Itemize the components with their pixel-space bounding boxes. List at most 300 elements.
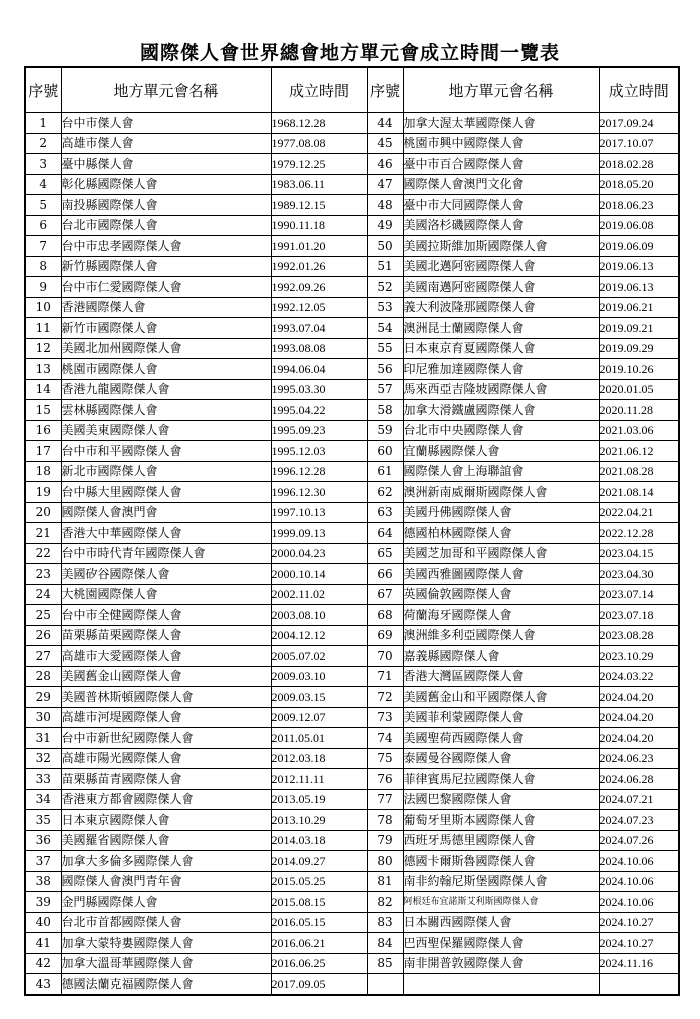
table-row [25,728,679,749]
founding-date: 2024.04.20 [599,707,679,728]
club-name: 菲律賓馬尼拉國際傑人會 [403,769,599,790]
club-name: 法國巴黎國際傑人會 [403,789,599,810]
founding-date: 2018.06.23 [599,195,679,216]
founding-date: 2003.08.10 [271,605,367,626]
row-number: 67 [367,584,403,605]
row-number: 3 [25,154,61,175]
row-number: 59 [367,420,403,441]
row-number: 13 [25,359,61,380]
founding-date: 2023.04.30 [599,564,679,585]
club-name: 美國北加州國際傑人會 [61,338,271,359]
founding-date: 2024.10.06 [599,871,679,892]
club-name: 美國聖荷西國際傑人會 [403,728,599,749]
club-name: 苗栗縣苗青國際傑人會 [61,769,271,790]
row-number: 81 [367,871,403,892]
row-number: 49 [367,215,403,236]
founding-date: 1996.12.28 [271,461,367,482]
founding-date: 2000.10.14 [271,564,367,585]
founding-date: 2012.11.11 [271,769,367,790]
table-row [25,789,679,810]
table-row [25,584,679,605]
row-number: 34 [25,789,61,810]
founding-date: 2019.06.13 [599,256,679,277]
founding-date: 2018.02.28 [599,154,679,175]
club-name: 日本關西國際傑人會 [403,912,599,933]
founding-date: 2021.08.14 [599,482,679,503]
club-name: 荷蘭海牙國際傑人會 [403,605,599,626]
empty-cell [367,974,403,995]
founding-date: 1993.07.04 [271,318,367,339]
row-number: 12 [25,338,61,359]
club-name: 香港九龍國際傑人會 [61,379,271,400]
founding-date: 2015.05.25 [271,871,367,892]
row-number: 10 [25,297,61,318]
club-name: 美國芝加哥和平國際傑人會 [403,543,599,564]
table-row [25,338,679,359]
founding-date: 2024.10.27 [599,912,679,933]
founding-date: 2023.08.28 [599,625,679,646]
club-name: 馬來西亞吉隆坡國際傑人會 [403,379,599,400]
founding-date: 2016.06.25 [271,953,367,974]
founding-date: 1994.06.04 [271,359,367,380]
row-number: 85 [367,953,403,974]
founding-date: 2019.09.29 [599,338,679,359]
club-name: 南非約翰尼斯堡國際傑人會 [403,871,599,892]
row-number: 84 [367,933,403,954]
table-row [25,625,679,646]
table-row [25,359,679,380]
founding-date: 2024.04.20 [599,687,679,708]
club-name: 台中市仁愛國際傑人會 [61,277,271,298]
club-name: 高雄市大愛國際傑人會 [61,646,271,667]
table-row [25,830,679,851]
founding-date: 2018.05.20 [599,174,679,195]
club-name: 美國菲利蒙國際傑人會 [403,707,599,728]
club-name: 台中市忠孝國際傑人會 [61,236,271,257]
club-name: 美國普林斯頓國際傑人會 [61,687,271,708]
founding-date: 2017.10.07 [599,133,679,154]
club-name: 西班牙馬德里國際傑人會 [403,830,599,851]
table-row [25,461,679,482]
founding-date: 2024.11.16 [599,953,679,974]
row-number: 27 [25,646,61,667]
table-row [25,851,679,872]
table-row [25,400,679,421]
club-name: 台中縣大里國際傑人會 [61,482,271,503]
row-number: 2 [25,133,61,154]
row-number: 29 [25,687,61,708]
row-number: 48 [367,195,403,216]
club-name: 澳洲維多利亞國際傑人會 [403,625,599,646]
club-name: 台中市傑人會 [61,113,271,134]
founding-date: 2015.08.15 [271,892,367,913]
table-row [25,543,679,564]
row-number: 75 [367,748,403,769]
club-name: 美國舊金山國際傑人會 [61,666,271,687]
table-row [25,441,679,462]
club-name: 桃園市興中國際傑人會 [403,133,599,154]
founding-date: 1995.09.23 [271,420,367,441]
table-row [25,687,679,708]
row-number: 32 [25,748,61,769]
founding-date: 2019.10.26 [599,359,679,380]
row-number: 28 [25,666,61,687]
table-row [25,154,679,175]
founding-date: 2021.06.12 [599,441,679,462]
row-number: 36 [25,830,61,851]
row-number: 72 [367,687,403,708]
row-number: 63 [367,502,403,523]
club-name: 苗栗縣苗栗國際傑人會 [61,625,271,646]
row-number: 71 [367,666,403,687]
row-number: 42 [25,953,61,974]
club-name: 泰國曼谷國際傑人會 [403,748,599,769]
table-row [25,810,679,831]
row-number: 24 [25,584,61,605]
table-row [25,256,679,277]
club-name: 巴西聖保羅國際傑人會 [403,933,599,954]
club-name: 新北市國際傑人會 [61,461,271,482]
row-number: 7 [25,236,61,257]
row-number: 4 [25,174,61,195]
row-number: 70 [367,646,403,667]
founding-date: 2002.11.02 [271,584,367,605]
club-name: 新竹市國際傑人會 [61,318,271,339]
founding-date: 1999.09.13 [271,523,367,544]
club-name: 日本東京育夏國際傑人會 [403,338,599,359]
founding-date: 1993.08.08 [271,338,367,359]
row-number: 74 [367,728,403,749]
page-title: 國際傑人會世界總會地方單元會成立時間一覽表 [139,42,560,64]
row-number: 37 [25,851,61,872]
row-number: 26 [25,625,61,646]
row-number: 9 [25,277,61,298]
row-number: 61 [367,461,403,482]
club-name: 大桃園國際傑人會 [61,584,271,605]
founding-date: 1979.12.25 [271,154,367,175]
founding-date: 2005.07.02 [271,646,367,667]
founding-date: 2017.09.05 [271,974,367,995]
club-name: 雲林縣國際傑人會 [61,400,271,421]
club-name: 美國舊金山和平國際傑人會 [403,687,599,708]
founding-date: 2016.06.21 [271,933,367,954]
founding-date: 2019.09.21 [599,318,679,339]
table-row [25,933,679,954]
club-name: 美國西雅圖國際傑人會 [403,564,599,585]
table-row [25,482,679,503]
table-row [25,871,679,892]
founding-date: 2020.11.28 [599,400,679,421]
founding-date: 2023.07.18 [599,605,679,626]
club-name: 台中市新世紀國際傑人會 [61,728,271,749]
founding-date: 2009.03.10 [271,666,367,687]
row-number: 31 [25,728,61,749]
header-name: 地方單元會名稱 [403,67,599,113]
club-table [24,66,680,996]
row-number: 44 [367,113,403,134]
row-number: 19 [25,482,61,503]
row-number: 25 [25,605,61,626]
club-name: 國際傑人會澳門會 [61,502,271,523]
founding-date: 2024.10.27 [599,933,679,954]
club-name: 美國美東國際傑人會 [61,420,271,441]
founding-date: 1989.12.15 [271,195,367,216]
club-name: 高雄市河堤國際傑人會 [61,707,271,728]
club-name: 日本東京國際傑人會 [61,810,271,831]
row-number: 38 [25,871,61,892]
founding-date: 2024.06.23 [599,748,679,769]
row-number: 18 [25,461,61,482]
club-name: 南投縣國際傑人會 [61,195,271,216]
row-number: 69 [367,625,403,646]
club-name: 加拿大滑鐵盧國際傑人會 [403,400,599,421]
founding-date: 1997.10.13 [271,502,367,523]
row-number: 62 [367,482,403,503]
founding-date: 2019.06.09 [599,236,679,257]
club-name: 美國丹佛國際傑人會 [403,502,599,523]
club-name: 澳洲昆士蘭國際傑人會 [403,318,599,339]
founding-date: 2012.03.18 [271,748,367,769]
club-name: 香港東方都會國際傑人會 [61,789,271,810]
header-name: 地方單元會名稱 [61,67,271,113]
founding-date: 2021.03.06 [599,420,679,441]
founding-date: 2019.06.08 [599,215,679,236]
row-number: 56 [367,359,403,380]
founding-date: 2014.03.18 [271,830,367,851]
club-name: 台中市全健國際傑人會 [61,605,271,626]
row-number: 78 [367,810,403,831]
founding-date: 2024.07.26 [599,830,679,851]
club-name: 彰化縣國際傑人會 [61,174,271,195]
table-row [25,215,679,236]
club-name: 英國倫敦國際傑人會 [403,584,599,605]
club-name: 國際傑人會上海聯誼會 [403,461,599,482]
founding-date: 2014.09.27 [271,851,367,872]
founding-date: 1995.12.03 [271,441,367,462]
table-row [25,133,679,154]
founding-date: 1990.11.18 [271,215,367,236]
club-name: 南非開普敦國際傑人會 [403,953,599,974]
row-number: 5 [25,195,61,216]
founding-date: 1996.12.30 [271,482,367,503]
row-number: 80 [367,851,403,872]
row-number: 40 [25,912,61,933]
club-name: 義大利波隆那國際傑人會 [403,297,599,318]
row-number: 82 [367,892,403,913]
table-row [25,953,679,974]
club-name: 美國北邁阿密國際傑人會 [403,256,599,277]
header-no: 序號 [367,67,403,113]
row-number: 35 [25,810,61,831]
row-number: 14 [25,379,61,400]
founding-date: 2000.04.23 [271,543,367,564]
club-name: 美國南邁阿密國際傑人會 [403,277,599,298]
founding-date: 2022.04.21 [599,502,679,523]
founding-date: 2020.01.05 [599,379,679,400]
row-number: 21 [25,523,61,544]
club-name: 德國柏林國際傑人會 [403,523,599,544]
table-row [25,912,679,933]
club-name: 台北市中央國際傑人會 [403,420,599,441]
club-name: 台中市和平國際傑人會 [61,441,271,462]
club-name: 金門縣國際傑人會 [61,892,271,913]
club-name: 桃園市國際傑人會 [61,359,271,380]
empty-cell [599,974,679,995]
table-row [25,297,679,318]
club-name: 美國矽谷國際傑人會 [61,564,271,585]
table-row [25,748,679,769]
founding-date: 1995.04.22 [271,400,367,421]
founding-date: 2022.12.28 [599,523,679,544]
table-row [25,113,679,134]
club-name: 國際傑人會澳門文化會 [403,174,599,195]
row-number: 45 [367,133,403,154]
row-number: 22 [25,543,61,564]
founding-date: 2023.07.14 [599,584,679,605]
row-number: 58 [367,400,403,421]
row-number: 46 [367,154,403,175]
club-name: 臺中市大同國際傑人會 [403,195,599,216]
row-number: 55 [367,338,403,359]
row-number: 52 [367,277,403,298]
club-name: 阿根廷布宜諾斯艾利斯國際傑人會 [403,892,599,913]
founding-date: 2023.04.15 [599,543,679,564]
empty-cell [403,974,599,995]
club-name: 加拿大渥太華國際傑人會 [403,113,599,134]
row-number: 79 [367,830,403,851]
table-row [25,564,679,585]
header-date: 成立時間 [271,67,367,113]
club-name: 葡萄牙里斯本國際傑人會 [403,810,599,831]
founding-date: 2013.10.29 [271,810,367,831]
row-number: 54 [367,318,403,339]
club-name: 新竹縣國際傑人會 [61,256,271,277]
row-number: 6 [25,215,61,236]
row-number: 68 [367,605,403,626]
row-number: 41 [25,933,61,954]
row-number: 1 [25,113,61,134]
club-name: 德國法蘭克福國際傑人會 [61,974,271,995]
club-name: 台北市首都國際傑人會 [61,912,271,933]
club-name: 高雄市傑人會 [61,133,271,154]
founding-date: 1991.01.20 [271,236,367,257]
club-name: 高雄市陽光國際傑人會 [61,748,271,769]
table-row [25,502,679,523]
row-number: 20 [25,502,61,523]
founding-date: 2024.03.22 [599,666,679,687]
founding-date: 2024.07.21 [599,789,679,810]
founding-date: 2023.10.29 [599,646,679,667]
row-number: 76 [367,769,403,790]
club-name: 德國卡爾斯魯國際傑人會 [403,851,599,872]
club-name: 加拿大蒙特婁國際傑人會 [61,933,271,954]
founding-date: 2021.08.28 [599,461,679,482]
row-number: 39 [25,892,61,913]
table-row [25,666,679,687]
club-name: 加拿大溫哥華國際傑人會 [61,953,271,974]
row-number: 8 [25,256,61,277]
club-name: 香港大中華國際傑人會 [61,523,271,544]
founding-date: 1992.01.26 [271,256,367,277]
founding-date: 2009.03.15 [271,687,367,708]
founding-date: 2024.04.20 [599,728,679,749]
founding-date: 2017.09.24 [599,113,679,134]
table-row [25,379,679,400]
row-number: 50 [367,236,403,257]
founding-date: 1968.12.28 [271,113,367,134]
founding-date: 2016.05.15 [271,912,367,933]
row-number: 15 [25,400,61,421]
club-name: 加拿大多倫多國際傑人會 [61,851,271,872]
row-number: 65 [367,543,403,564]
table-row [25,892,679,913]
row-number: 51 [367,256,403,277]
table-row [25,318,679,339]
founding-date: 2024.06.28 [599,769,679,790]
table-row [25,769,679,790]
club-name: 香港國際傑人會 [61,297,271,318]
table-row [25,420,679,441]
row-number: 73 [367,707,403,728]
founding-date: 2024.10.06 [599,892,679,913]
table-row [25,236,679,257]
table-row [25,277,679,298]
club-name: 美國洛杉磯國際傑人會 [403,215,599,236]
club-name: 國際傑人會澳門青年會 [61,871,271,892]
header-no: 序號 [25,67,61,113]
founding-date: 1977.08.08 [271,133,367,154]
table-row [25,707,679,728]
row-number: 11 [25,318,61,339]
table-row [25,195,679,216]
header-row [25,67,679,113]
club-name: 美國羅省國際傑人會 [61,830,271,851]
founding-date: 2019.06.13 [599,277,679,298]
row-number: 43 [25,974,61,995]
row-number: 77 [367,789,403,810]
row-number: 57 [367,379,403,400]
row-number: 30 [25,707,61,728]
founding-date: 2024.07.23 [599,810,679,831]
table-row [25,605,679,626]
row-number: 16 [25,420,61,441]
club-name: 台北市國際傑人會 [61,215,271,236]
row-number: 23 [25,564,61,585]
row-number: 33 [25,769,61,790]
founding-date: 1992.12.05 [271,297,367,318]
table-row [25,174,679,195]
club-name: 澳洲新南威爾斯國際傑人會 [403,482,599,503]
row-number: 53 [367,297,403,318]
row-number: 66 [367,564,403,585]
row-number: 60 [367,441,403,462]
founding-date: 1995.03.30 [271,379,367,400]
founding-date: 1992.09.26 [271,277,367,298]
table-row [25,646,679,667]
table-row [25,974,679,995]
table-row [25,523,679,544]
club-name: 嘉義縣國際傑人會 [403,646,599,667]
founding-date: 2024.10.06 [599,851,679,872]
row-number: 17 [25,441,61,462]
founding-date: 2013.05.19 [271,789,367,810]
club-name: 臺中縣傑人會 [61,154,271,175]
club-name: 美國拉斯維加斯國際傑人會 [403,236,599,257]
club-name: 宜蘭縣國際傑人會 [403,441,599,462]
founding-date: 2011.05.01 [271,728,367,749]
header-date: 成立時間 [599,67,679,113]
founding-date: 2009.12.07 [271,707,367,728]
